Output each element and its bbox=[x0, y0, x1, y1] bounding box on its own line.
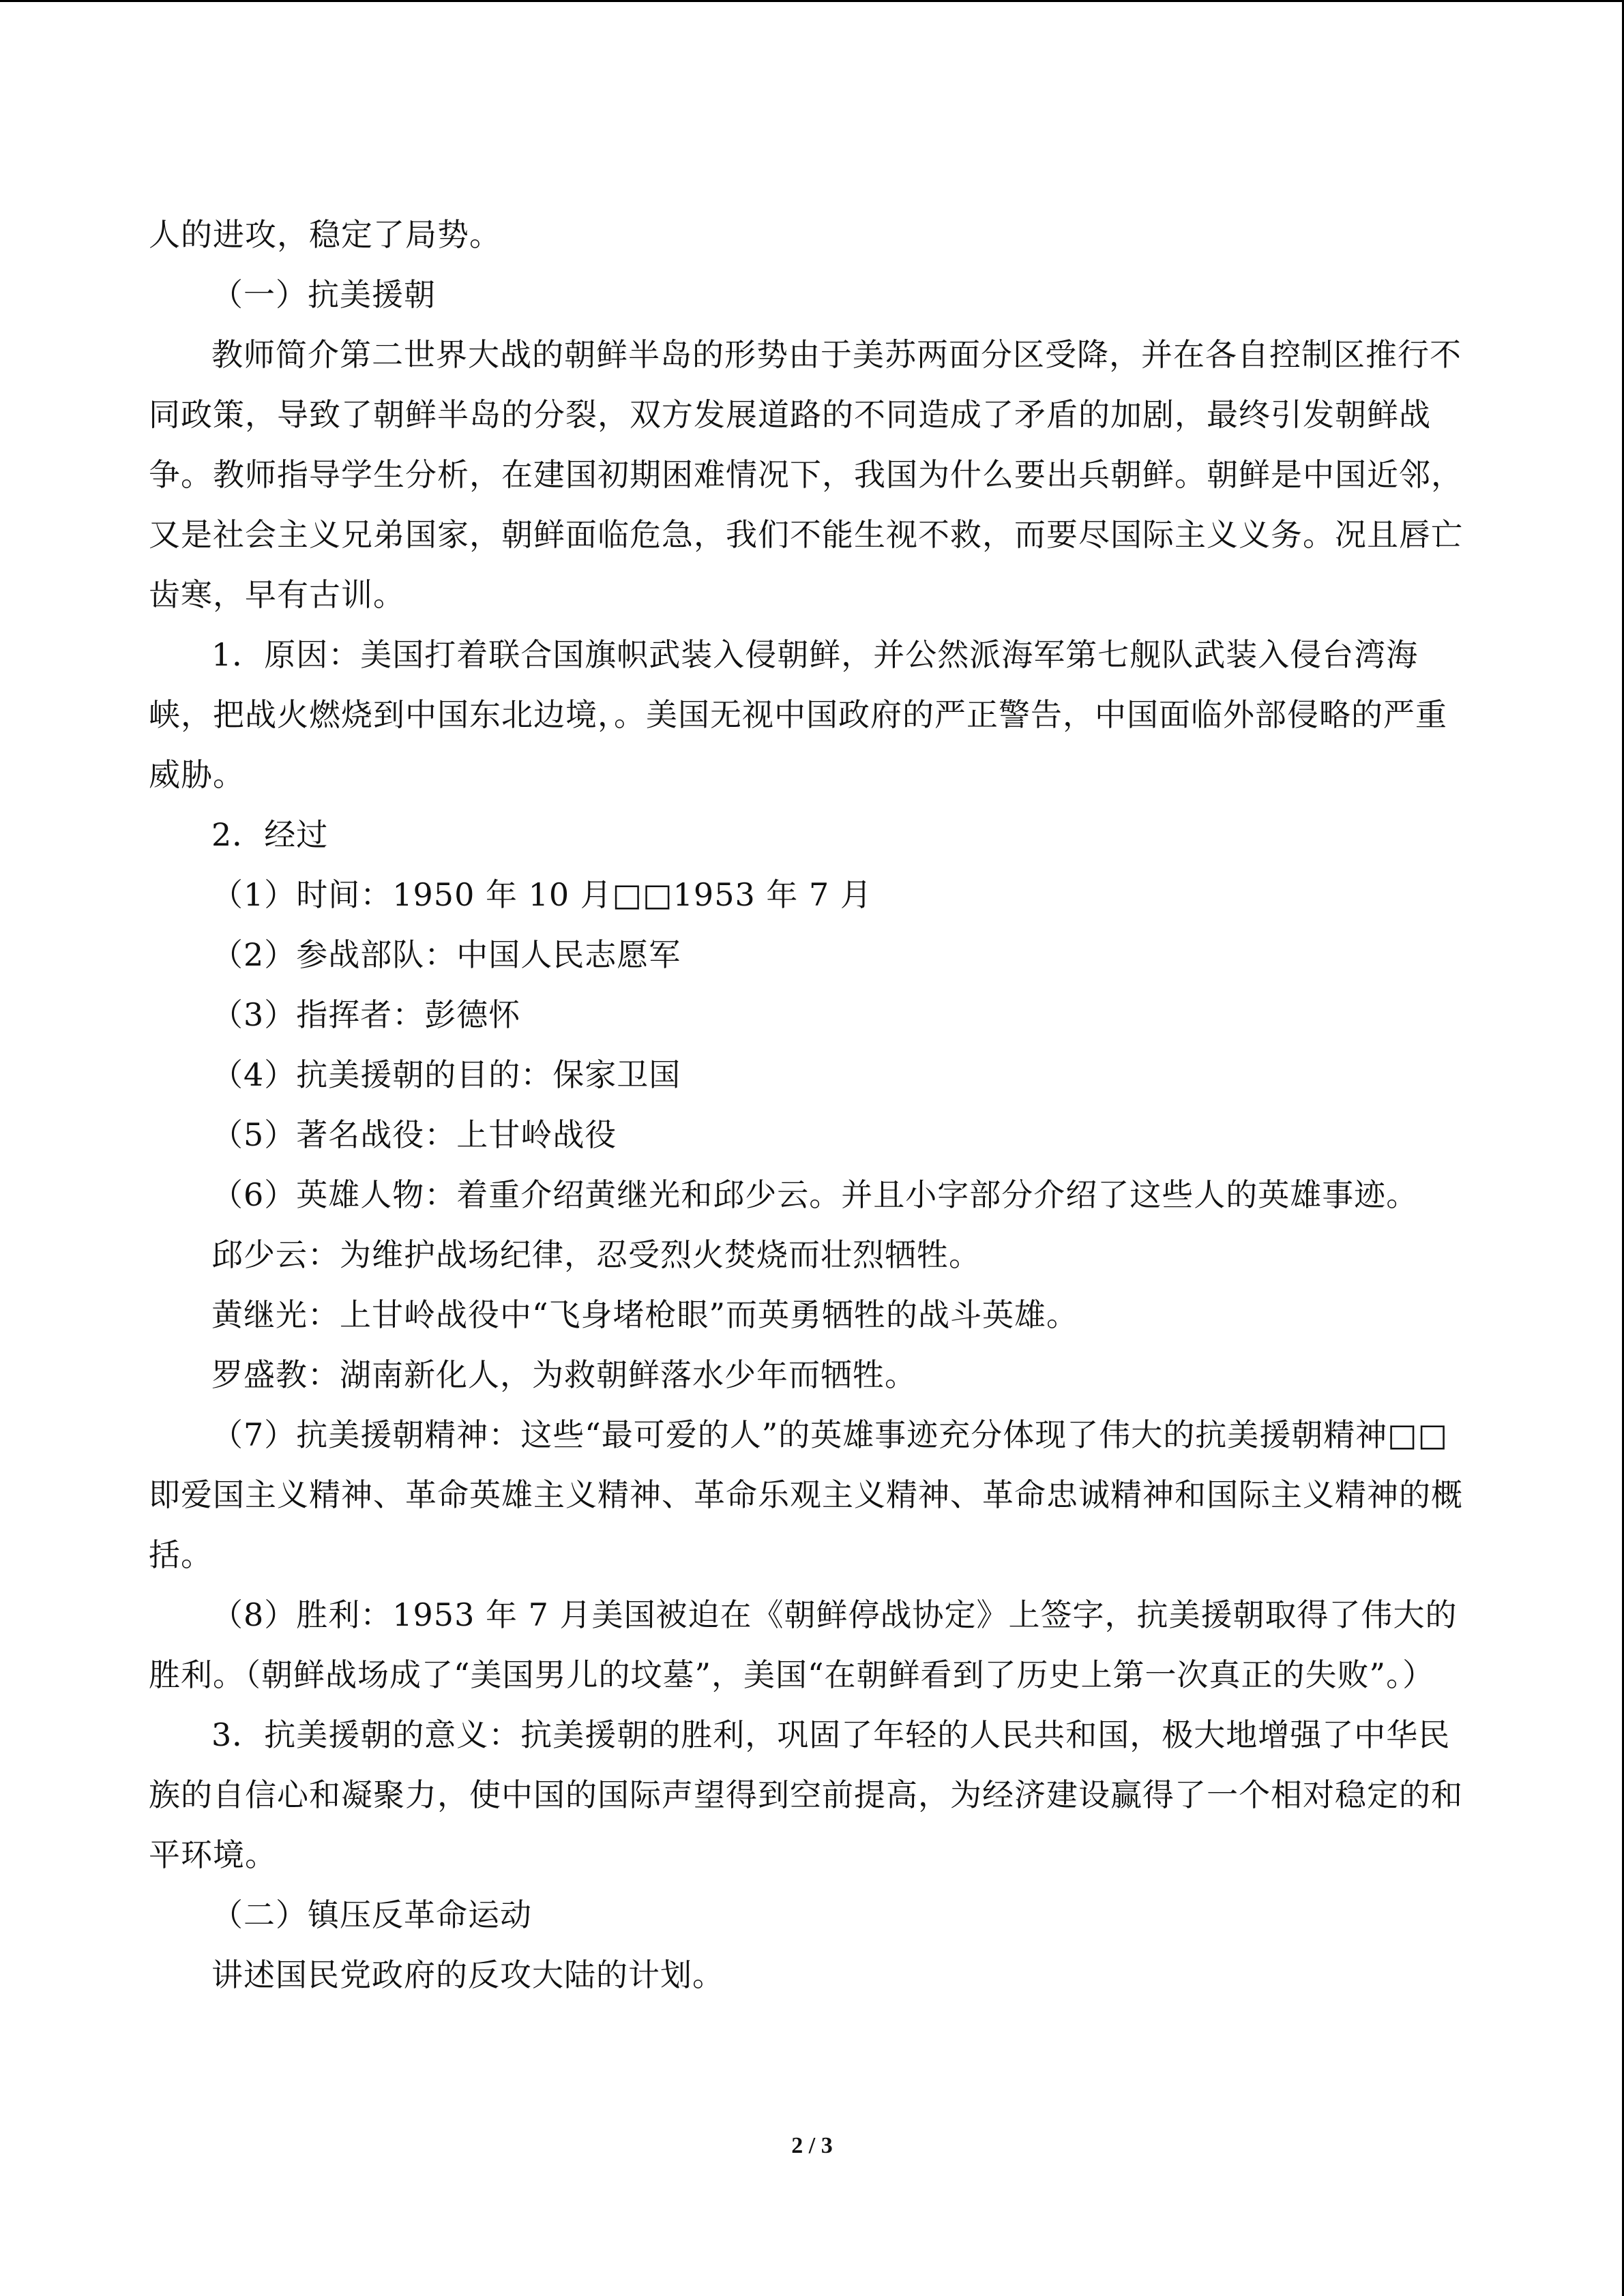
list-item: （4）抗美援朝的目的：保家卫国 bbox=[211, 1056, 681, 1093]
hero-entry: 黄继光：上甘岭战役中“飞身堵枪眼”而英勇牺牲的战斗英雄。 bbox=[211, 1296, 1079, 1333]
section-heading: （二）镇压反革命运动 bbox=[211, 1896, 532, 1933]
page-border-top bbox=[0, 0, 1624, 2]
paragraph: 1．原因：美国打着联合国旗帜武装入侵朝鲜，并公然派海军第七舰队武装入侵台湾海峡，把战火燃烧到中国东北边境，。美国无视中国政府的严正警告，中国面临外部侵略的严重威胁。 bbox=[149, 636, 1447, 793]
hero-entry: 罗盛教：湖南新化人，为救朝鲜落水少年而牺牲。 bbox=[211, 1356, 917, 1393]
list-item: （8）胜利：1953 年 7 月美国被迫在《朝鲜停战协定》上签字，抗美援朝取得了伟大的胜利。（朝鲜战场成了“美国男儿的坟墓”，美国“在朝鲜看到了历史上第一次真正的失败”。） bbox=[149, 1596, 1458, 1693]
page-number: 2 / 3 bbox=[791, 2133, 833, 2158]
list-item: （5）著名战役：上甘岭战役 bbox=[211, 1116, 617, 1153]
list-item: （6）英雄人物：着重介绍黄继光和邱少云。并且小字部分介绍了这些人的英雄事迹。 bbox=[211, 1176, 1419, 1213]
paragraph: 讲述国民党政府的反攻大陆的计划。 bbox=[211, 1956, 724, 1993]
list-item: （7）抗美援朝精神：这些“最可爱的人”的英雄事迹充分体现了伟大的抗美援朝精神□□即爱国主义精神、革命英雄主义精神、革命乐观主义精神、革命忠诚精神和国际主义精神的概括。 bbox=[149, 1416, 1463, 1573]
paragraph: 3．抗美援朝的意义：抗美援朝的胜利，巩固了年轻的人民共和国，极大地增强了中华民族的自信心和凝聚力，使中国的国际声望得到空前提高，为经济建设赢得了一个相对稳定的和平环境。 bbox=[149, 1716, 1463, 1873]
list-item: （3）指挥者：彭德怀 bbox=[211, 996, 521, 1033]
subsection-heading: 2．经过 bbox=[211, 816, 329, 853]
paragraph: 人的进攻，稳定了局势。 bbox=[149, 216, 501, 253]
section-heading: （一）抗美援朝 bbox=[211, 276, 436, 313]
paragraph: 教师简介第二世界大战的朝鲜半岛的形势由于美苏两面分区受降，并在各自控制区推行不同政策，导致了朝鲜半岛的分裂，双方发展道路的不同造成了矛盾的加剧，最终引发朝鲜战争。教师指导学生分析，在建国初期困难情况下，我国为什么要出兵朝鲜。朝鲜是中国近邻，又是社会主义兄弟国家，朝鲜面临危急，我们不能生视不救，而要尽国际主义义务。况且唇亡齿寒，早有古训。 bbox=[149, 336, 1463, 613]
document-page bbox=[149, 205, 1479, 2005]
list-item: （2）参战部队：中国人民志愿军 bbox=[211, 936, 681, 973]
list-item: （1）时间：1950 年 10 月□□1953 年 7 月 bbox=[211, 876, 872, 913]
hero-entry: 邱少云：为维护战场纪律，忍受烈火焚烧而壮烈牺牲。 bbox=[211, 1236, 981, 1273]
